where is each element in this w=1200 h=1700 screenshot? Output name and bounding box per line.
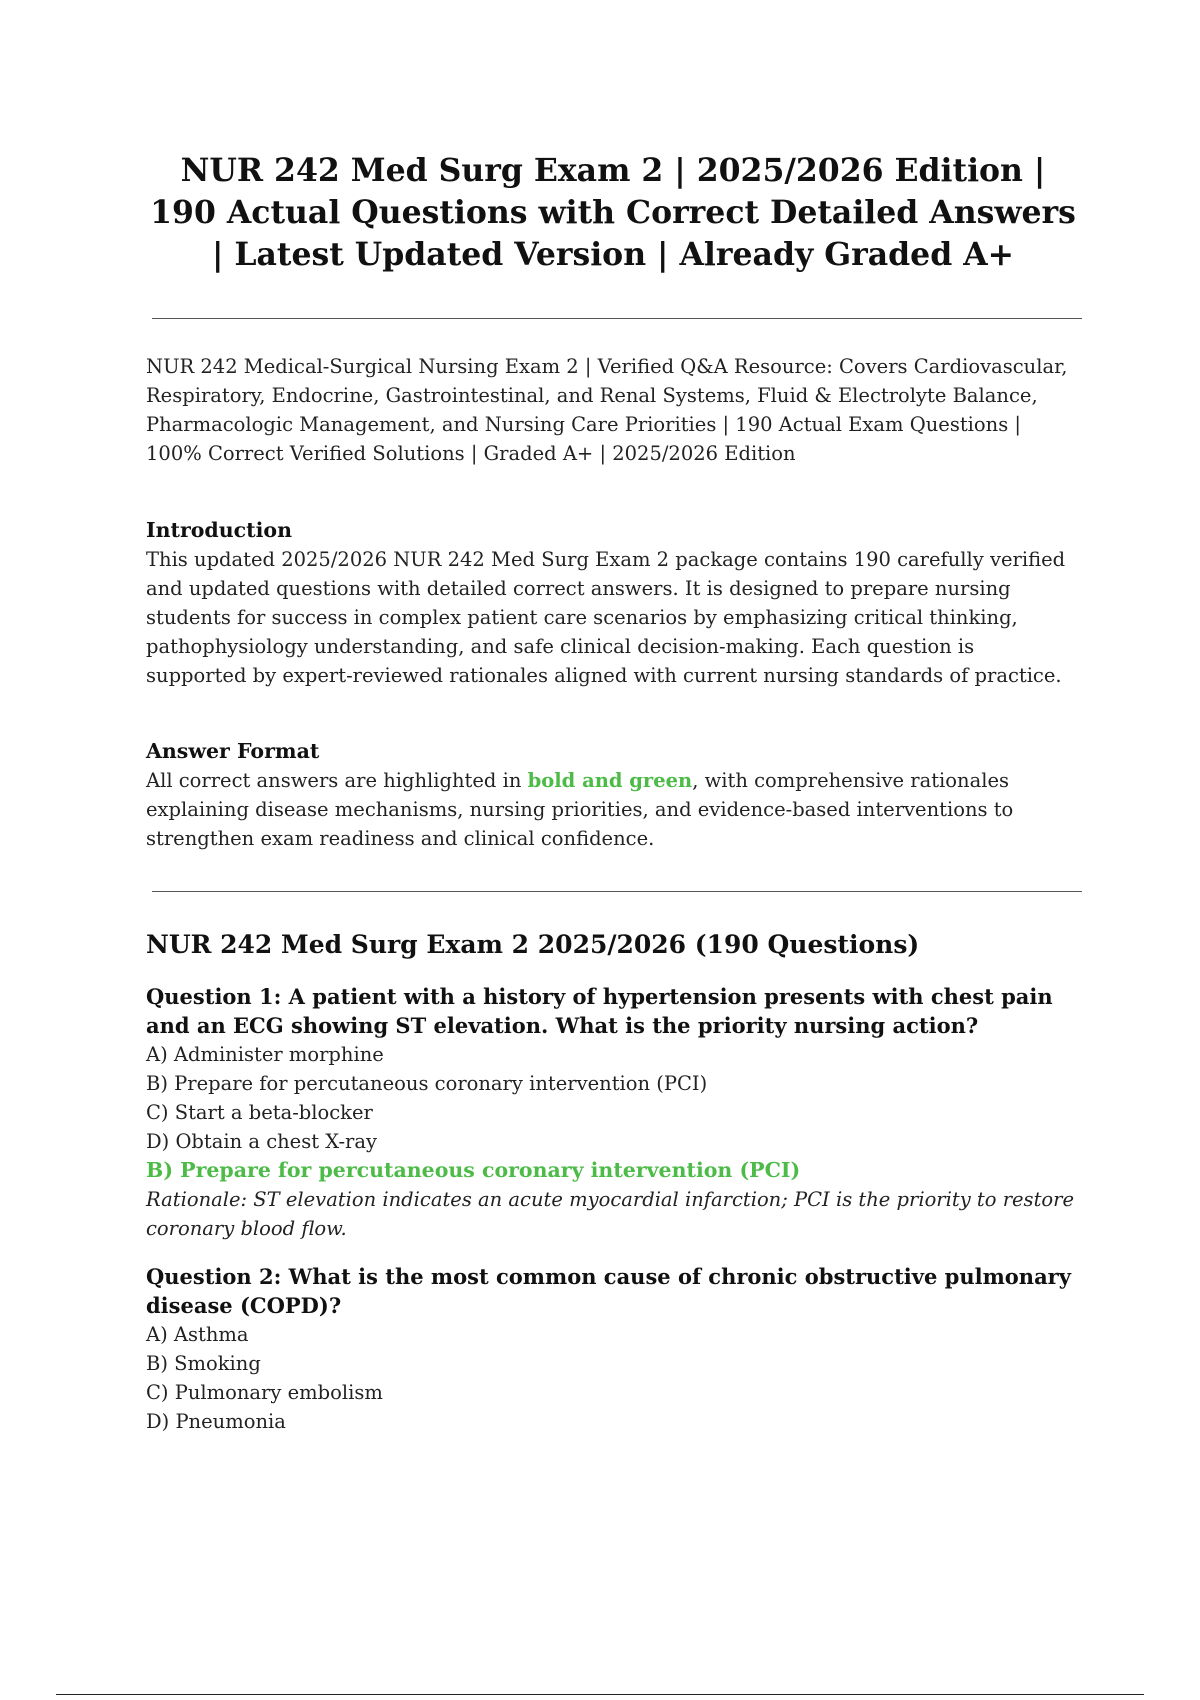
question-text: Question 1: A patient with a history of hypertension presents with chest pain and an ECG showing ST elevation. What is the priority nursing action? bbox=[146, 984, 1053, 1038]
answer-options bbox=[146, 1320, 1080, 1436]
answer-option: B) Prepare for percutaneous coronary intervention (PCI) bbox=[146, 1072, 708, 1095]
question-text: Question 2: What is the most common cause of chronic obstructive pulmonary disease (COPD)? bbox=[146, 1264, 1071, 1318]
answer-option: B) Smoking bbox=[146, 1352, 261, 1375]
answer-format-section bbox=[146, 737, 1080, 853]
question-block bbox=[146, 982, 1080, 1243]
correct-answer: B) Prepare for percutaneous coronary intervention (PCI) bbox=[146, 1158, 801, 1182]
introduction-heading: Introduction bbox=[146, 518, 292, 542]
answer-format-body-start: All correct answers are highlighted in bbox=[146, 769, 528, 792]
document-subtitle: NUR 242 Medical-Surgical Nursing Exam 2 | Verified Q&A Resource: Covers Cardiovascular, Respiratory, Endocrine, Gastrointestinal, and Renal Systems, Fluid & Electrolyte Balance, Pharmacologic Management, and Nursing Care Priorities | 190 Actual Exam Questions | 100% Correct Verified Solutions | Graded A+ | 2025/2026 Edition bbox=[146, 355, 1068, 465]
divider bbox=[152, 891, 1082, 892]
question-block bbox=[146, 1262, 1080, 1436]
introduction-body: This updated 2025/2026 NUR 242 Med Surg Exam 2 package contains 190 carefully verified and updated questions with detailed correct answers. It is designed to prepare nursing students for success in complex patient care scenarios by emphasizing critical thinking, pathophysiology understanding, and safe clinical decision-making. Each question is supported by expert-reviewed rationales aligned with current nursing standards of practice. bbox=[146, 548, 1066, 687]
answer-option: D) Obtain a chest X-ray bbox=[146, 1130, 377, 1153]
answer-option: A) Asthma bbox=[146, 1323, 249, 1346]
divider bbox=[152, 318, 1082, 319]
answer-option: C) Start a beta-blocker bbox=[146, 1101, 373, 1124]
answer-format-body-end: , with comprehensive rationales explaining disease mechanisms, nursing priorities, and evidence-based interventions to strengthen exam readiness and clinical confidence. bbox=[146, 769, 1014, 850]
questions-heading: NUR 242 Med Surg Exam 2 2025/2026 (190 Questions) bbox=[146, 930, 920, 959]
answer-format-highlight: bold and green bbox=[527, 769, 693, 792]
answer-options bbox=[146, 1040, 1080, 1156]
page-bottom-border bbox=[56, 1694, 1144, 1695]
answer-format-body bbox=[146, 766, 1080, 853]
document-header bbox=[146, 150, 1080, 276]
document-title: NUR 242 Med Surg Exam 2 | 2025/2026 Edition | 190 Actual Questions with Correct Detailed Answers | Latest Updated Version | Already Graded A+ bbox=[150, 152, 1076, 273]
answer-option: D) Pneumonia bbox=[146, 1410, 286, 1433]
answer-format-heading: Answer Format bbox=[146, 739, 320, 763]
rationale: Rationale: ST elevation indicates an acute myocardial infarction; PCI is the priority to restore coronary blood flow. bbox=[146, 1188, 1075, 1240]
answer-option: C) Pulmonary embolism bbox=[146, 1381, 383, 1404]
introduction-section bbox=[146, 516, 1080, 690]
answer-option: A) Administer morphine bbox=[146, 1043, 384, 1066]
